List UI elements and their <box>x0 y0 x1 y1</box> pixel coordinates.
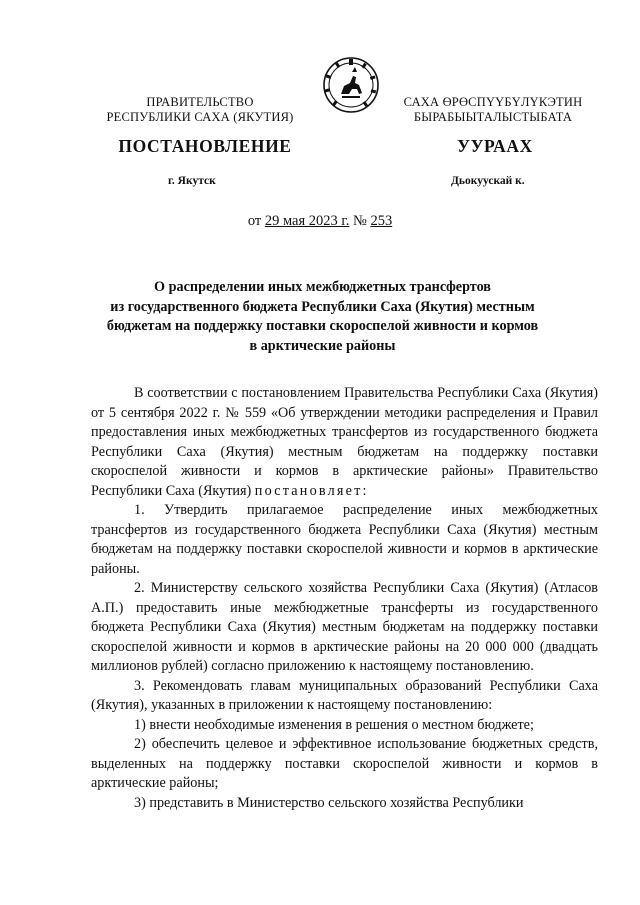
header-right-line2: БЫРАБЫЫТАЛЫСТЫБАТА <box>413 110 573 124</box>
resolving-word: постановляет: <box>254 482 369 499</box>
city-ru: г. Якутск <box>168 175 216 187</box>
body-paragraph: 2. Министерству сельского хозяйства Республики Саха (Якутия) (Атласов А.П.) предоставить иные межбюджетные трансферты из государственного бюджета Республики Саха (Якутия) местным бюджетам на поддержку поставки скороспелой живности и кормов в арктические районы на 20 000 000 (двадцать миллионов рублей) согласно приложению к настоящему постановлению. <box>91 580 598 674</box>
header-left-line2: РЕСПУБЛИКИ САХА (ЯКУТИЯ) <box>106 110 294 124</box>
document-subject <box>95 278 550 356</box>
header-right-line1: САХА ӨРӨСПҮҮБҮЛҮКЭТИН <box>403 95 583 109</box>
yakutia-coat-of-arms-icon <box>322 56 380 114</box>
body-paragraph: 3) представить в Министерство сельского хозяйства Республики <box>134 794 524 811</box>
document-body <box>91 384 598 813</box>
body-paragraph: 1. Утвердить прилагаемое распределение иных межбюджетных трансфертов из государственного бюджета Республики Саха (Якутия) местным бюджетам на поддержку поставки скороспелой живности и кормов в арктические районы. <box>91 502 598 577</box>
subject-line: О распределении иных межбюджетных трансфертов <box>154 279 491 295</box>
subject-line: в арктические районы <box>249 337 396 354</box>
subject-line: из государственного бюджета Республики Саха (Якутия) местным <box>110 298 535 315</box>
city-sah: Дьокуускай к. <box>451 175 525 187</box>
document-number: 253 <box>370 213 393 229</box>
date-prefix: от <box>247 213 262 229</box>
document-date: 29 мая 2023 г. <box>264 213 350 229</box>
body-paragraph <box>91 384 598 501</box>
doc-type-title-ru: ПОСТАНОВЛЕНИЕ <box>118 136 292 156</box>
doc-type-title-sah: УУРААХ <box>457 136 533 156</box>
body-paragraph: 3. Рекомендовать главам муниципальных образований Республики Саха (Якутия), указанных в приложении к настоящему постановлению: <box>91 677 598 713</box>
body-paragraph: 1) внести необходимые изменения в решения о местном бюджете; <box>134 716 534 733</box>
header-left-line1: ПРАВИТЕЛЬСТВО <box>146 95 254 109</box>
header-right <box>378 95 608 125</box>
number-prefix: № <box>352 213 367 229</box>
paragraph-text: В соответствии с постановлением Правительства Республики Саха (Якутия) от 5 сентября 2022 г. № 559 «Об утверждении методики распределения и Правил предоставления иных межбюджетных трансфертов из государственного бюджета Республики Саха (Якутия) местным бюджетам на поддержку поставки скороспелой живности и кормов в арктические районы» Правительство Республики Саха (Якутия) <box>91 385 598 499</box>
body-paragraph: 2) обеспечить целевое и эффективное использование бюджетных средств, выделенных на поддержку поставки скороспелой живности и кормов в арктические районы; <box>91 736 598 791</box>
header-left <box>85 95 315 125</box>
subject-line: бюджетам на поддержку поставки скороспелой живности и кормов <box>106 318 539 334</box>
date-line <box>0 213 640 230</box>
